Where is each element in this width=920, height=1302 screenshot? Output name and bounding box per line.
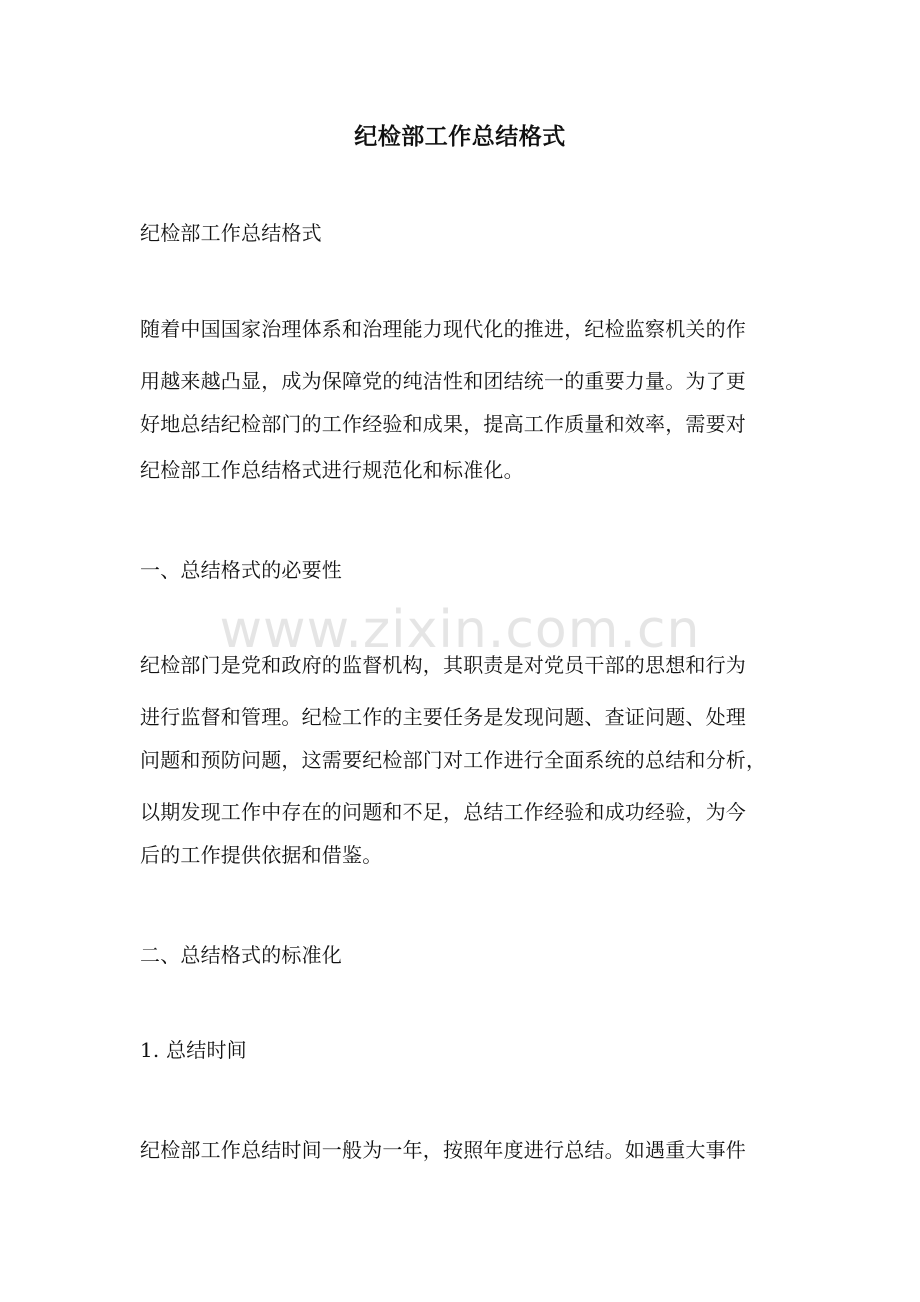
section1-line: 以期发现工作中存在的问题和不足，总结工作经验和成功经验，为今 — [140, 800, 746, 824]
intro-line: 好地总结纪检部门的工作经验和成果，提高工作质量和效率，需要对 — [140, 412, 746, 436]
section1-line: 进行监督和管理。纪检工作的主要任务是发现问题、查证问题、处理 — [140, 705, 746, 729]
section-heading: 一、总结格式的必要性 — [140, 558, 342, 582]
document-title: 纪检部工作总结格式 — [354, 123, 566, 150]
document-subtitle: 纪检部工作总结格式 — [140, 221, 322, 245]
section-heading: 二、总结格式的标准化 — [140, 943, 342, 967]
intro-line: 用越来越凸显，成为保障党的纯洁性和团结统一的重要力量。为了更 — [140, 369, 746, 393]
intro-line: 纪检部工作总结格式进行规范化和标准化。 — [140, 458, 524, 482]
subsection-heading: 1. 总结时间 — [140, 1038, 247, 1062]
watermark: www.zixin.com.cn — [219, 600, 701, 660]
section1-line: 后的工作提供依据和借鉴。 — [140, 843, 383, 867]
intro-line: 随着中国国家治理体系和治理能力现代化的推进，纪检监察机关的作 — [140, 317, 746, 341]
sub1-line: 纪检部工作总结时间一般为一年，按照年度进行总结。如遇重大事件 — [140, 1138, 746, 1162]
section1-line: 纪检部门是党和政府的监督机构，其职责是对党员干部的思想和行为 — [140, 653, 746, 677]
section1-line: 问题和预防问题，这需要纪检部门对工作进行全面系统的总结和分析， — [140, 748, 767, 772]
